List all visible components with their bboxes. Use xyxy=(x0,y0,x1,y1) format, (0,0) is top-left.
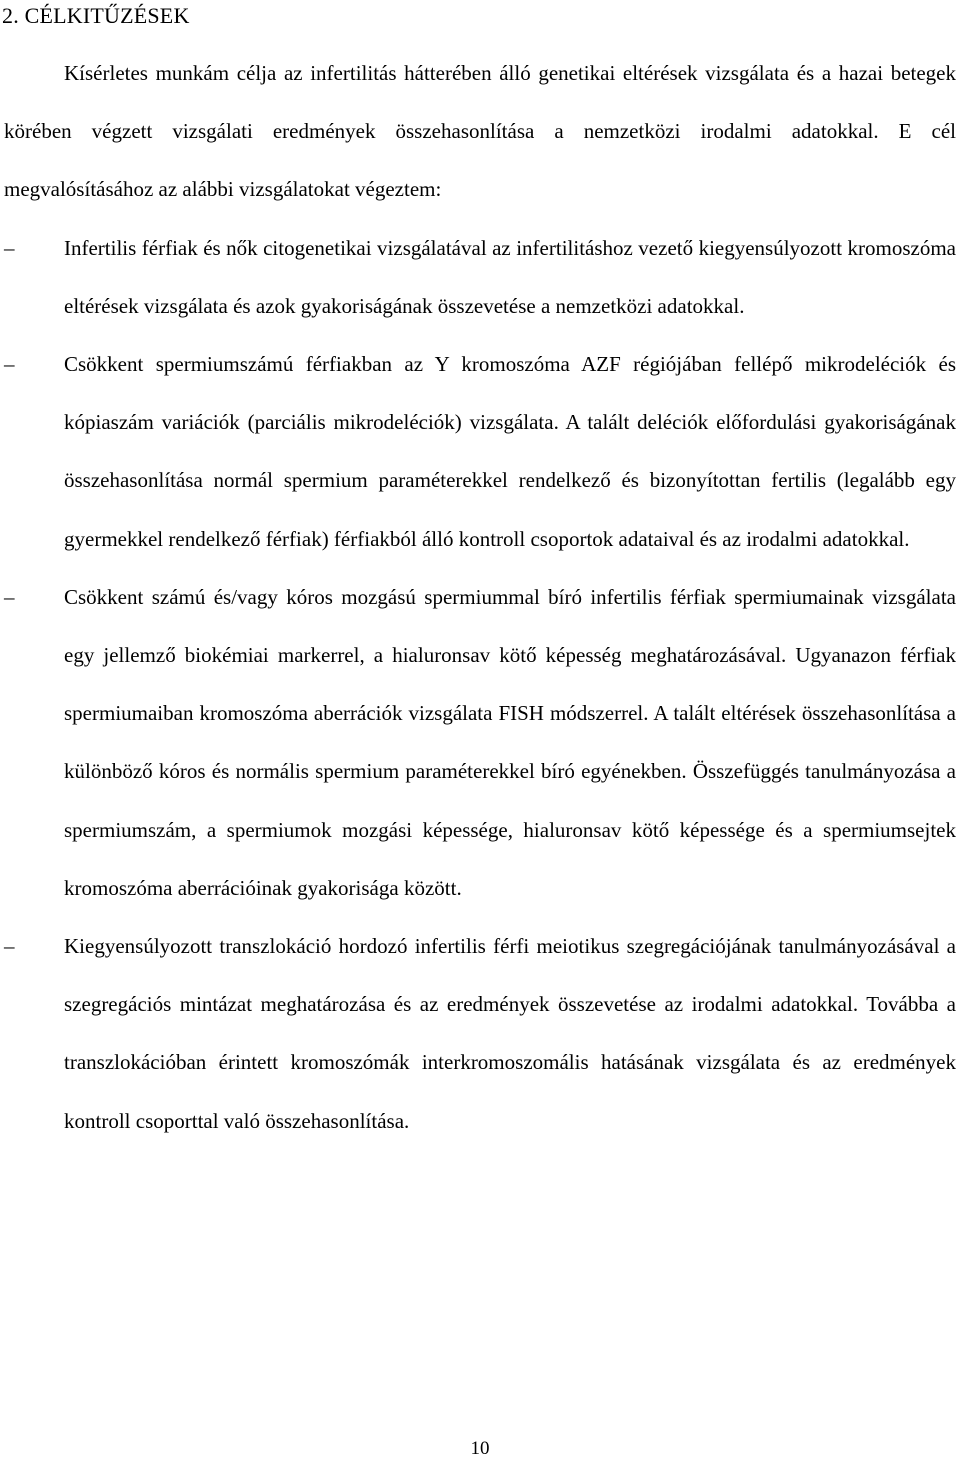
goal-item-4 xyxy=(4,917,956,1150)
goal-item-1 xyxy=(4,219,956,335)
dash-bullet-icon: – xyxy=(4,352,15,377)
intro-paragraph: Kísérletes munkám célja az infertilitás hátterében álló genetikai eltérések vizsgálata és a hazai betegek körében végzett vizsgálati eredmények összehasonlítása a nemzetközi irodalmi adatokkal. E cél megvalósításához az alábbi vizsgálatokat végeztem: xyxy=(4,61,956,202)
goal-text: Kiegyensúlyozott transzlokáció hordozó infertilis férfi meiotikus szegregációjának tanulmányozásával a szegregációs mintázat meghatározása és az eredmények összevetése az irodalmi adatokkal. Továbba a transzlokációban érintett kromoszómák interkromoszomális hatásának vizsgálata és az eredmények kontroll csoporttal való összehasonlítása. xyxy=(64,934,956,1133)
goal-text: Csökkent számú és/vagy kóros mozgású spermiummal bíró infertilis férfiak spermiumainak vizsgálata egy jellemző biokémiai markerrel, a hialuronsav kötő képesség meghatározásával. Ugyanazon férfiak spermiumaiban kromoszóma aberrációk vizsgálata FISH módszerrel. A talált eltérések összehasonlítása a különböző kóros és normális spermium paraméterekkel bíró egyénekben. Összefüggés tanulmányozása a spermiumszám, a spermiumok mozgási képessége, hialuronsav kötő képessége és a spermiumsejtek kromoszóma aberrációinak gyakorisága között. xyxy=(64,584,956,900)
section-heading: 2. CÉLKITŰZÉSEK xyxy=(2,3,190,28)
goal-text: Csökkent spermiumszámú férfiakban az Y kromoszóma AZF régiójában fellépő mikrodeléciók és kópiaszám variációk (parciális mikrodeléciók) vizsgálata. A talált deléciók előfordulási gyakoriságának összehasonlítása normál spermium paraméterekkel rendelkező és bizonyítottan fertilis (legalább egy gyermekkel rendelkező férfiak) férfiakból álló kontroll csoportok adataival és az irodalmi adatokkal. xyxy=(64,352,956,551)
goal-item-2 xyxy=(4,335,956,568)
dash-bullet-icon: – xyxy=(4,235,15,260)
dash-bullet-icon: – xyxy=(4,934,15,959)
goal-item-3 xyxy=(4,568,956,917)
dash-bullet-icon: – xyxy=(4,584,15,609)
page-content xyxy=(4,44,956,1150)
page-number: 10 xyxy=(470,1438,490,1459)
goals-list xyxy=(4,219,956,1150)
goal-text: Infertilis férfiak és nők citogenetikai vizsgálatával az infertilitáshoz vezető kiegyensúlyozott kromoszóma eltérések vizsgálata és azok gyakoriságának összevetése a nemzetközi adatokkal. xyxy=(64,235,956,318)
